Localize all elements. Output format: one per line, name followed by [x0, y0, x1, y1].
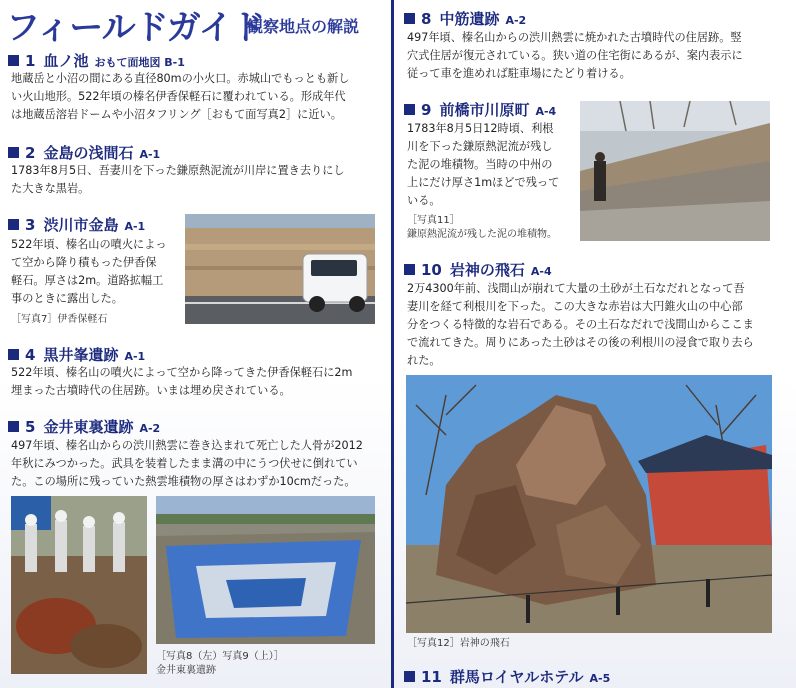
section-number: 1	[25, 52, 36, 70]
photo-9-excavation-site	[156, 496, 375, 644]
map-reference: A-5	[589, 672, 611, 685]
section-4-text	[11, 364, 386, 400]
text-line: 522年頃、榛名山の噴火によって空から降ってきた伊香保軽石に2m	[11, 366, 353, 379]
page-subtitle: 観察地点の解説	[247, 17, 360, 36]
photo-12-iwagami-stone	[406, 375, 772, 633]
section-square-icon	[404, 13, 415, 24]
section-number: 9	[421, 101, 432, 119]
section-10-heading	[404, 259, 552, 280]
section-1-text	[11, 70, 386, 124]
page-title: フィールドガイド	[6, 8, 265, 48]
photo-11-mud-deposit	[580, 101, 770, 241]
text-line: た大きな黒岩。	[11, 182, 90, 195]
text-line: 1783年8月5日、吾妻川を下った鎌原熱泥流が川岸に置き去りにし	[11, 164, 345, 177]
map-reference: A-1	[124, 220, 146, 233]
caption-line: 金井東裏遺跡	[156, 665, 216, 676]
text-line: れた。	[407, 354, 441, 367]
section-8-heading	[404, 8, 526, 29]
section-title: 渋川市金島	[43, 216, 119, 234]
text-line: 2万4300年前、浅間山が崩れて大量の土砂が土石なだれとなって吾	[407, 282, 745, 295]
text-line: 事のときに露出した。	[11, 292, 123, 305]
text-line: 地蔵岳と小沼の間にある直径80mの小火口。赤城山でもっとも新し	[11, 72, 350, 85]
section-3-heading	[8, 214, 145, 235]
section-5-heading	[8, 416, 160, 437]
section-square-icon	[404, 104, 415, 115]
section-number: 11	[421, 668, 442, 686]
section-title: 血ノ池	[43, 52, 89, 70]
text-line: 497年頃、榛名山からの渋川熱雲に焼かれた古墳時代の住居跡。竪	[407, 31, 742, 44]
text-line: は地蔵岳溶岩ドームや小沼タフリング［おもて面写真2］に近い。	[11, 108, 342, 121]
caption-line: ［写真11］	[407, 215, 460, 226]
section-3-text	[11, 236, 186, 308]
photo-8-9-caption	[156, 650, 376, 678]
text-line: で流れてきた。周りにあった土砂はその後の利根川の浸食で取り去ら	[407, 336, 754, 349]
photo-12-caption: ［写真12］岩神の飛石	[407, 638, 510, 649]
section-title: 黒井峯遺跡	[43, 346, 119, 364]
text-line: 妻川を経て利根川を下った。この大きな赤岩は大円錐火山の中心部	[407, 300, 743, 313]
section-square-icon	[8, 147, 19, 158]
text-line: 分をつくる特徴的な岩石である。その土石なだれで浅間山からここま	[407, 318, 754, 331]
map-reference: A-4	[530, 265, 552, 278]
section-2-heading	[8, 142, 160, 163]
section-11-heading	[404, 666, 610, 687]
caption-line: 鎌原熱泥流が残した泥の堆積物。	[407, 229, 557, 240]
caption-line: ［写真8（左）写真9（上）］	[156, 651, 284, 662]
section-title: 金井東裏遺跡	[43, 418, 134, 436]
section-square-icon	[8, 219, 19, 230]
photo-7-pumice-road	[185, 214, 375, 324]
photo-7-caption: ［写真7］伊香保軽石	[11, 314, 108, 325]
section-number: 10	[421, 261, 442, 279]
section-square-icon	[8, 55, 19, 66]
section-square-icon	[8, 421, 19, 432]
text-line: た泥の堆積物。当時の中州の	[407, 158, 553, 171]
text-line: 穴式住居が復元されている。狭い道の住宅街にあるが、案内表示に	[407, 49, 743, 62]
section-5-text	[11, 437, 386, 491]
section-number: 4	[25, 346, 36, 364]
section-number: 8	[421, 10, 432, 28]
text-line: 上にだけ厚さ1mほどで残って	[407, 176, 560, 189]
section-square-icon	[8, 349, 19, 360]
map-reference: A-4	[535, 105, 557, 118]
text-line: た。この場所に残っていた熱雲堆積物の厚さはわずか10cmだった。	[11, 475, 356, 488]
section-4-heading	[8, 344, 145, 365]
section-1-heading	[8, 50, 185, 71]
map-reference: おもて面地図 B-1	[94, 56, 185, 69]
map-reference: A-2	[139, 422, 161, 435]
section-8-text	[407, 29, 787, 83]
map-reference: A-1	[124, 350, 146, 363]
section-number: 5	[25, 418, 36, 436]
section-10-text	[407, 280, 787, 370]
map-reference: A-1	[139, 148, 161, 161]
section-9-heading	[404, 99, 556, 120]
section-number: 3	[25, 216, 36, 234]
column-divider	[391, 0, 394, 688]
text-line: 年秋にみつかった。武具を装着したまま溝の中にうつ伏せに倒れてい	[11, 457, 358, 470]
text-line: 川を下った鎌原熱泥流が残し	[407, 140, 553, 153]
section-title: 前橋市川原町	[439, 101, 530, 119]
text-line: 従って車を進めれば駐車場にたどり着ける。	[407, 67, 631, 80]
section-title: 中筋遺跡	[439, 10, 500, 28]
text-line: て空から降り積もった伊香保	[11, 256, 157, 269]
text-line: 1783年8月5日12時頃、利根	[407, 122, 554, 135]
section-title: 岩神の飛石	[449, 261, 525, 279]
photo-8-excavation	[11, 496, 147, 674]
photo-11-caption	[407, 214, 577, 242]
section-2-text	[11, 162, 386, 198]
section-square-icon	[404, 264, 415, 275]
text-line: いる。	[407, 194, 441, 207]
text-line: 埋まった古墳時代の住居跡。いまは埋め戻されている。	[11, 384, 291, 397]
section-square-icon	[404, 671, 415, 682]
text-line: 軽石。厚さは2m。道路拡幅工	[11, 274, 164, 287]
text-line: 497年頃、榛名山からの渋川熱雲に巻き込まれて死亡した人骨が2012	[11, 439, 363, 452]
section-title: 群馬ロイヤルホテル	[449, 668, 584, 686]
section-title: 金島の浅間石	[43, 144, 134, 162]
section-9-text	[407, 120, 577, 210]
text-line: 522年頃、榛名山の噴火によっ	[11, 238, 167, 251]
map-reference: A-2	[505, 14, 527, 27]
section-number: 2	[25, 144, 36, 162]
text-line: い火山地形。522年頃の榛名伊香保軽石に覆われている。形成年代	[11, 90, 346, 103]
